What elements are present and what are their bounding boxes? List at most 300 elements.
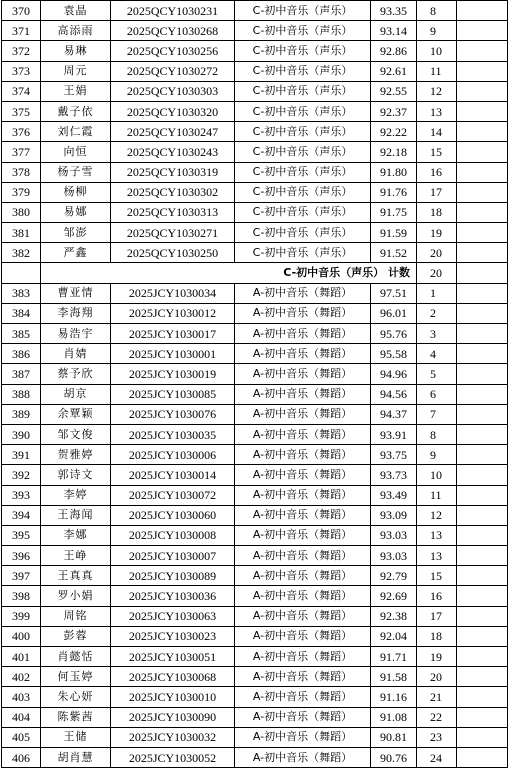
row-number-cell: 395: [2, 525, 41, 545]
exam-id-cell: 2025QCY1030247: [111, 122, 235, 142]
name-cell: 向恒: [41, 142, 111, 162]
trailing-cell: [457, 505, 508, 525]
score-cell: 93.49: [371, 485, 417, 505]
row-number-cell: 393: [2, 485, 41, 505]
subject-group-cell: A-初中音乐（舞蹈）: [235, 505, 371, 525]
subject-group-cell: A-初中音乐（舞蹈）: [235, 667, 371, 687]
exam-id-cell: 2025JCY1030060: [111, 505, 235, 525]
exam-id-cell: 2025JCY1030051: [111, 647, 235, 667]
name-cell: 何玉婷: [41, 667, 111, 687]
rank-cell: 17: [417, 182, 457, 202]
score-cell: 90.81: [371, 727, 417, 747]
rank-cell: 16: [417, 586, 457, 606]
name-cell: 易浩宇: [41, 324, 111, 344]
table-row: [2, 283, 508, 303]
table-row: [2, 566, 508, 586]
score-cell: 95.58: [371, 344, 417, 364]
trailing-cell: [457, 182, 508, 202]
table-row: [2, 122, 508, 142]
row-number-cell: 371: [2, 21, 41, 41]
subject-group-cell: C-初中音乐（声乐）: [235, 182, 371, 202]
rank-cell: 3: [417, 324, 457, 344]
name-cell: 朱心妍: [41, 687, 111, 707]
rank-cell: 13: [417, 101, 457, 121]
subject-group-cell: A-初中音乐（舞蹈）: [235, 747, 371, 767]
trailing-cell: [457, 243, 508, 263]
exam-id-cell: 2025JCY1030023: [111, 626, 235, 646]
exam-id-cell: 2025QCY1030319: [111, 162, 235, 182]
name-cell: 王真真: [41, 566, 111, 586]
score-cell: 91.59: [371, 223, 417, 243]
row-number-cell: 374: [2, 81, 41, 101]
row-number-cell: 403: [2, 687, 41, 707]
subject-group-cell: A-初中音乐（舞蹈）: [235, 707, 371, 727]
subject-group-cell: A-初中音乐（舞蹈）: [235, 445, 371, 465]
name-cell: 李婷: [41, 485, 111, 505]
rank-cell: 21: [417, 687, 457, 707]
name-cell: 戴子依: [41, 101, 111, 121]
table-row: [2, 41, 508, 61]
score-cell: 93.91: [371, 424, 417, 444]
table-row: [2, 424, 508, 444]
trailing-cell: [457, 747, 508, 767]
score-cell: 93.03: [371, 525, 417, 545]
subject-group-cell: C-初中音乐（声乐）: [235, 1, 371, 21]
rank-cell: 10: [417, 465, 457, 485]
trailing-cell: [457, 465, 508, 485]
rank-cell: 1: [417, 283, 457, 303]
table-row: [2, 586, 508, 606]
table-body-dance: [2, 283, 508, 768]
table-row: [2, 324, 508, 344]
score-cell: 91.75: [371, 202, 417, 222]
subject-group-cell: A-初中音乐（舞蹈）: [235, 404, 371, 424]
exam-id-cell: 2025JCY1030063: [111, 606, 235, 626]
score-cell: 94.96: [371, 364, 417, 384]
rank-cell: 11: [417, 485, 457, 505]
score-cell: 97.51: [371, 283, 417, 303]
name-cell: 胡肖慧: [41, 747, 111, 767]
score-cell: 90.76: [371, 747, 417, 767]
rank-cell: 12: [417, 505, 457, 525]
trailing-cell: [457, 1, 508, 21]
table-row: [2, 101, 508, 121]
table-row: [2, 465, 508, 485]
trailing-cell: [457, 404, 508, 424]
table-row: [2, 546, 508, 566]
row-number-cell: 399: [2, 606, 41, 626]
rank-cell: 23: [417, 727, 457, 747]
subject-group-cell: A-初中音乐（舞蹈）: [235, 485, 371, 505]
score-cell: 94.56: [371, 384, 417, 404]
name-cell: 袁晶: [41, 1, 111, 21]
trailing-cell: [457, 384, 508, 404]
subject-group-cell: A-初中音乐（舞蹈）: [235, 384, 371, 404]
exam-id-cell: 2025QCY1030250: [111, 243, 235, 263]
table-row: [2, 303, 508, 323]
trailing-cell: [457, 101, 508, 121]
table-row: [2, 647, 508, 667]
rank-cell: 19: [417, 647, 457, 667]
row-number-cell: 404: [2, 707, 41, 727]
score-cell: 93.75: [371, 445, 417, 465]
score-cell: 93.03: [371, 546, 417, 566]
subject-group-cell: A-初中音乐（舞蹈）: [235, 647, 371, 667]
row-number-cell: 376: [2, 122, 41, 142]
subject-group-cell: A-初中音乐（舞蹈）: [235, 525, 371, 545]
subject-group-cell: C-初中音乐（声乐）: [235, 41, 371, 61]
table-row: [2, 525, 508, 545]
exam-id-cell: 2025JCY1030052: [111, 747, 235, 767]
table-row: [2, 505, 508, 525]
trailing-cell: [457, 344, 508, 364]
row-number-cell: 370: [2, 1, 41, 21]
table-row: [2, 223, 508, 243]
row-number-cell: 375: [2, 101, 41, 121]
exam-id-cell: 2025QCY1030268: [111, 21, 235, 41]
subject-group-cell: C-初中音乐（声乐）: [235, 21, 371, 41]
row-number-cell: 372: [2, 41, 41, 61]
subject-group-cell: A-初中音乐（舞蹈）: [235, 687, 371, 707]
table-row: [2, 606, 508, 626]
rank-cell: 9: [417, 445, 457, 465]
subject-group-cell: C-初中音乐（声乐）: [235, 202, 371, 222]
table-row: [2, 707, 508, 727]
subject-group-cell: C-初中音乐（声乐）: [235, 142, 371, 162]
trailing-cell: [457, 707, 508, 727]
name-cell: 周铭: [41, 606, 111, 626]
score-cell: 94.37: [371, 404, 417, 424]
name-cell: 李海翔: [41, 303, 111, 323]
exam-id-cell: 2025JCY1030072: [111, 485, 235, 505]
score-cell: 92.79: [371, 566, 417, 586]
row-number-cell: 401: [2, 647, 41, 667]
rank-cell: 18: [417, 202, 457, 222]
name-cell: 彭蓉: [41, 626, 111, 646]
subtotal-row-group: [2, 263, 508, 283]
trailing-cell: [457, 566, 508, 586]
score-cell: 96.01: [371, 303, 417, 323]
trailing-cell: [457, 21, 508, 41]
score-cell: 92.69: [371, 586, 417, 606]
row-number-cell: 406: [2, 747, 41, 767]
subject-group-cell: A-初中音乐（舞蹈）: [235, 626, 371, 646]
subject-group-cell: A-初中音乐（舞蹈）: [235, 344, 371, 364]
subject-group-cell: C-初中音乐（声乐）: [235, 223, 371, 243]
trailing-cell: [457, 41, 508, 61]
subject-group-cell: C-初中音乐（声乐）: [235, 101, 371, 121]
trailing-cell: [457, 606, 508, 626]
score-cell: 93.35: [371, 1, 417, 21]
rank-cell: 6: [417, 384, 457, 404]
subject-group-cell: A-初中音乐（舞蹈）: [235, 546, 371, 566]
rank-cell: 17: [417, 606, 457, 626]
exam-id-cell: 2025JCY1030007: [111, 546, 235, 566]
name-cell: 刘仁霞: [41, 122, 111, 142]
subject-group-cell: C-初中音乐（声乐）: [235, 81, 371, 101]
score-cell: 92.86: [371, 41, 417, 61]
rank-cell: 18: [417, 626, 457, 646]
exam-id-cell: 2025QCY1030320: [111, 101, 235, 121]
row-number-cell: 392: [2, 465, 41, 485]
rank-cell: 20: [417, 243, 457, 263]
trailing-cell: [457, 667, 508, 687]
name-cell: 周元: [41, 61, 111, 81]
rank-cell: 19: [417, 223, 457, 243]
score-cell: 91.52: [371, 243, 417, 263]
row-number-cell: 379: [2, 182, 41, 202]
name-cell: 高添雨: [41, 21, 111, 41]
trailing-cell: [457, 485, 508, 505]
name-cell: 罗小娟: [41, 586, 111, 606]
trailing-cell: [457, 303, 508, 323]
exam-id-cell: 2025JCY1030010: [111, 687, 235, 707]
exam-id-cell: 2025JCY1030068: [111, 667, 235, 687]
rank-cell: 15: [417, 566, 457, 586]
table-row: [2, 142, 508, 162]
row-number-cell: 386: [2, 344, 41, 364]
score-cell: 92.55: [371, 81, 417, 101]
trailing-cell: [457, 283, 508, 303]
exam-id-cell: 2025JCY1030035: [111, 424, 235, 444]
trailing-cell: [457, 263, 508, 283]
row-number-cell: 383: [2, 283, 41, 303]
subject-group-cell: A-初中音乐（舞蹈）: [235, 283, 371, 303]
subtotal-label: C-初中音乐（声乐） 计数: [41, 263, 417, 283]
trailing-cell: [457, 727, 508, 747]
rank-cell: 13: [417, 525, 457, 545]
subtotal-empty-cell: [2, 263, 41, 283]
exam-id-cell: 2025JCY1030085: [111, 384, 235, 404]
table-row: [2, 445, 508, 465]
score-cell: 92.04: [371, 626, 417, 646]
rank-cell: 7: [417, 404, 457, 424]
subject-group-cell: A-初中音乐（舞蹈）: [235, 324, 371, 344]
row-number-cell: 377: [2, 142, 41, 162]
exam-id-cell: 2025JCY1030089: [111, 566, 235, 586]
subject-group-cell: A-初中音乐（舞蹈）: [235, 586, 371, 606]
rank-cell: 22: [417, 707, 457, 727]
name-cell: 王海闻: [41, 505, 111, 525]
subject-group-cell: C-初中音乐（声乐）: [235, 243, 371, 263]
exam-id-cell: 2025JCY1030008: [111, 525, 235, 545]
exam-id-cell: 2025QCY1030271: [111, 223, 235, 243]
name-cell: 胡京: [41, 384, 111, 404]
row-number-cell: 396: [2, 546, 41, 566]
row-number-cell: 380: [2, 202, 41, 222]
row-number-cell: 373: [2, 61, 41, 81]
row-number-cell: 387: [2, 364, 41, 384]
rank-cell: 14: [417, 122, 457, 142]
trailing-cell: [457, 687, 508, 707]
score-cell: 92.61: [371, 61, 417, 81]
rank-cell: 2: [417, 303, 457, 323]
table-row: [2, 182, 508, 202]
subject-group-cell: C-初中音乐（声乐）: [235, 61, 371, 81]
subject-group-cell: C-初中音乐（声乐）: [235, 162, 371, 182]
trailing-cell: [457, 142, 508, 162]
trailing-cell: [457, 61, 508, 81]
name-cell: 杨柳: [41, 182, 111, 202]
row-number-cell: 402: [2, 667, 41, 687]
name-cell: 肖婧: [41, 344, 111, 364]
table-row: [2, 1, 508, 21]
name-cell: 陈紫茜: [41, 707, 111, 727]
subject-group-cell: A-初中音乐（舞蹈）: [235, 727, 371, 747]
rank-cell: 11: [417, 61, 457, 81]
subject-group-cell: A-初中音乐（舞蹈）: [235, 566, 371, 586]
row-number-cell: 400: [2, 626, 41, 646]
row-number-cell: 388: [2, 384, 41, 404]
exam-id-cell: 2025QCY1030272: [111, 61, 235, 81]
row-number-cell: 390: [2, 424, 41, 444]
trailing-cell: [457, 424, 508, 444]
exam-id-cell: 2025JCY1030001: [111, 344, 235, 364]
rank-cell: 15: [417, 142, 457, 162]
score-cell: 95.76: [371, 324, 417, 344]
rank-cell: 20: [417, 667, 457, 687]
results-table: [1, 0, 508, 768]
table-row: [2, 61, 508, 81]
row-number-cell: 394: [2, 505, 41, 525]
subtotal-row: [2, 263, 508, 283]
row-number-cell: 397: [2, 566, 41, 586]
row-number-cell: 405: [2, 727, 41, 747]
name-cell: 易娜: [41, 202, 111, 222]
name-cell: 肖懿恬: [41, 647, 111, 667]
score-cell: 91.80: [371, 162, 417, 182]
trailing-cell: [457, 122, 508, 142]
rank-cell: 8: [417, 1, 457, 21]
score-cell: 92.18: [371, 142, 417, 162]
exam-id-cell: 2025QCY1030231: [111, 1, 235, 21]
score-cell: 92.38: [371, 606, 417, 626]
score-cell: 91.71: [371, 647, 417, 667]
name-cell: 郭诗文: [41, 465, 111, 485]
exam-id-cell: 2025QCY1030313: [111, 202, 235, 222]
trailing-cell: [457, 202, 508, 222]
name-cell: 易琳: [41, 41, 111, 61]
name-cell: 严鑫: [41, 243, 111, 263]
exam-id-cell: 2025JCY1030019: [111, 364, 235, 384]
score-cell: 93.14: [371, 21, 417, 41]
score-cell: 93.73: [371, 465, 417, 485]
subject-group-cell: A-初中音乐（舞蹈）: [235, 424, 371, 444]
rank-cell: 8: [417, 424, 457, 444]
rank-cell: 4: [417, 344, 457, 364]
row-number-cell: 382: [2, 243, 41, 263]
table-row: [2, 344, 508, 364]
table-row: [2, 667, 508, 687]
trailing-cell: [457, 162, 508, 182]
score-cell: 91.76: [371, 182, 417, 202]
subject-group-cell: A-初中音乐（舞蹈）: [235, 364, 371, 384]
subtotal-count: 20: [417, 263, 457, 283]
table-row: [2, 162, 508, 182]
table-row: [2, 21, 508, 41]
table-row: [2, 202, 508, 222]
table-row: [2, 404, 508, 424]
subject-group-cell: A-初中音乐（舞蹈）: [235, 606, 371, 626]
table-row: [2, 687, 508, 707]
exam-id-cell: 2025JCY1030036: [111, 586, 235, 606]
exam-id-cell: 2025JCY1030014: [111, 465, 235, 485]
name-cell: 邹文俊: [41, 424, 111, 444]
score-cell: 92.37: [371, 101, 417, 121]
exam-id-cell: 2025JCY1030017: [111, 324, 235, 344]
exam-id-cell: 2025JCY1030034: [111, 283, 235, 303]
name-cell: 余覃颖: [41, 404, 111, 424]
score-cell: 91.58: [371, 667, 417, 687]
score-cell: 91.16: [371, 687, 417, 707]
row-number-cell: 398: [2, 586, 41, 606]
score-cell: 93.09: [371, 505, 417, 525]
subject-group-cell: A-初中音乐（舞蹈）: [235, 303, 371, 323]
trailing-cell: [457, 81, 508, 101]
trailing-cell: [457, 525, 508, 545]
rank-cell: 10: [417, 41, 457, 61]
name-cell: 邹澎: [41, 223, 111, 243]
name-cell: 贺雅婷: [41, 445, 111, 465]
score-cell: 91.08: [371, 707, 417, 727]
rank-cell: 12: [417, 81, 457, 101]
name-cell: 王娟: [41, 81, 111, 101]
table-row: [2, 384, 508, 404]
exam-id-cell: 2025QCY1030303: [111, 81, 235, 101]
row-number-cell: 384: [2, 303, 41, 323]
rank-cell: 13: [417, 546, 457, 566]
table-row: [2, 626, 508, 646]
rank-cell: 5: [417, 364, 457, 384]
exam-id-cell: 2025JCY1030012: [111, 303, 235, 323]
name-cell: 蔡予欣: [41, 364, 111, 384]
score-cell: 92.22: [371, 122, 417, 142]
rank-cell: 16: [417, 162, 457, 182]
table-row: [2, 81, 508, 101]
trailing-cell: [457, 324, 508, 344]
row-number-cell: 381: [2, 223, 41, 243]
name-cell: 曹亚情: [41, 283, 111, 303]
row-number-cell: 389: [2, 404, 41, 424]
table-row: [2, 747, 508, 767]
exam-id-cell: 2025QCY1030243: [111, 142, 235, 162]
trailing-cell: [457, 626, 508, 646]
row-number-cell: 391: [2, 445, 41, 465]
exam-id-cell: 2025QCY1030256: [111, 41, 235, 61]
subject-group-cell: A-初中音乐（舞蹈）: [235, 465, 371, 485]
exam-id-cell: 2025JCY1030006: [111, 445, 235, 465]
name-cell: 王峥: [41, 546, 111, 566]
exam-id-cell: 2025JCY1030090: [111, 707, 235, 727]
trailing-cell: [457, 223, 508, 243]
trailing-cell: [457, 546, 508, 566]
name-cell: 李娜: [41, 525, 111, 545]
trailing-cell: [457, 445, 508, 465]
row-number-cell: 385: [2, 324, 41, 344]
table-row: [2, 243, 508, 263]
trailing-cell: [457, 586, 508, 606]
rank-cell: 9: [417, 21, 457, 41]
exam-id-cell: 2025JCY1030032: [111, 727, 235, 747]
exam-id-cell: 2025JCY1030076: [111, 404, 235, 424]
rank-cell: 24: [417, 747, 457, 767]
trailing-cell: [457, 647, 508, 667]
name-cell: 王储: [41, 727, 111, 747]
table-row: [2, 485, 508, 505]
trailing-cell: [457, 364, 508, 384]
name-cell: 杨子雪: [41, 162, 111, 182]
row-number-cell: 378: [2, 162, 41, 182]
